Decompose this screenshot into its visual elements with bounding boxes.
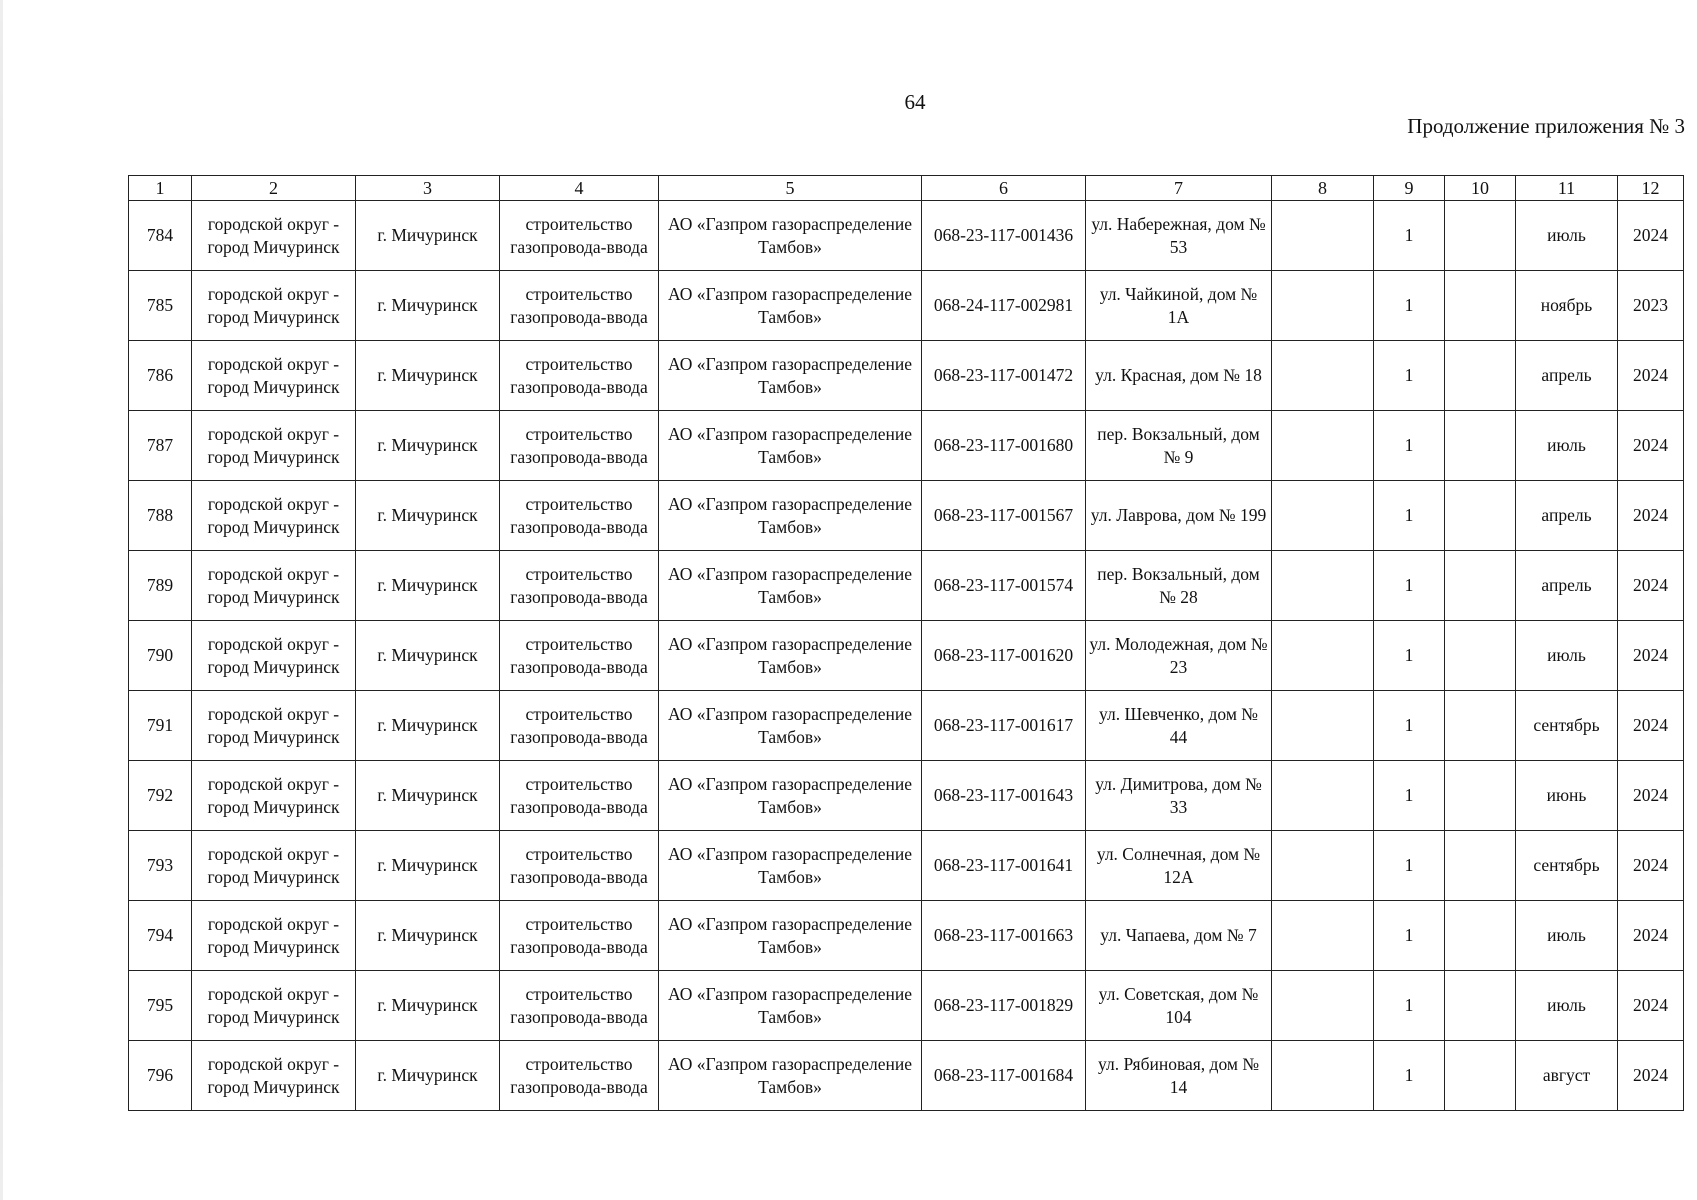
quantity-cell: 1: [1374, 201, 1445, 271]
col10-cell: [1445, 761, 1516, 831]
quantity-cell: 1: [1374, 621, 1445, 691]
work-type-cell: строительство газопровода-ввода: [500, 901, 659, 971]
table-row: [129, 481, 1684, 551]
column-header: 10: [1445, 176, 1516, 201]
col10-cell: [1445, 481, 1516, 551]
organization-cell: АО «Газпром газораспределение Тамбов»: [659, 481, 922, 551]
month-cell: июль: [1516, 901, 1618, 971]
table-row: [129, 411, 1684, 481]
year-cell: 2023: [1618, 271, 1684, 341]
settlement-cell: г. Мичуринск: [356, 621, 500, 691]
column-header: 7: [1086, 176, 1272, 201]
quantity-cell: 1: [1374, 411, 1445, 481]
organization-cell: АО «Газпром газораспределение Тамбов»: [659, 691, 922, 761]
col10-cell: [1445, 831, 1516, 901]
address-cell: ул. Молодежная, дом № 23: [1086, 621, 1272, 691]
organization-cell: АО «Газпром газораспределение Тамбов»: [659, 971, 922, 1041]
municipality-cell: городской округ - город Мичуринск: [192, 831, 356, 901]
municipality-cell: городской округ - город Мичуринск: [192, 551, 356, 621]
object-code-cell: 068-24-117-002981: [922, 271, 1086, 341]
municipality-cell: городской округ - город Мичуринск: [192, 971, 356, 1041]
col8-cell: [1272, 411, 1374, 481]
table-row: [129, 831, 1684, 901]
column-header: 2: [192, 176, 356, 201]
quantity-cell: 1: [1374, 341, 1445, 411]
work-type-cell: строительство газопровода-ввода: [500, 621, 659, 691]
col8-cell: [1272, 201, 1374, 271]
address-cell: ул. Чайкиной, дом № 1А: [1086, 271, 1272, 341]
object-code-cell: 068-23-117-001641: [922, 831, 1086, 901]
work-type-cell: строительство газопровода-ввода: [500, 341, 659, 411]
col8-cell: [1272, 901, 1374, 971]
address-cell: ул. Лаврова, дом № 199: [1086, 481, 1272, 551]
municipality-cell: городской округ - город Мичуринск: [192, 761, 356, 831]
object-code-cell: 068-23-117-001617: [922, 691, 1086, 761]
col10-cell: [1445, 971, 1516, 1041]
data-table: [128, 175, 1684, 1111]
settlement-cell: г. Мичуринск: [356, 971, 500, 1041]
settlement-cell: г. Мичуринск: [356, 1041, 500, 1111]
year-cell: 2024: [1618, 481, 1684, 551]
row-number: 794: [129, 901, 192, 971]
row-number: 785: [129, 271, 192, 341]
col10-cell: [1445, 201, 1516, 271]
col8-cell: [1272, 341, 1374, 411]
quantity-cell: 1: [1374, 481, 1445, 551]
month-cell: август: [1516, 1041, 1618, 1111]
table-row: [129, 271, 1684, 341]
address-cell: ул. Рябиновая, дом № 14: [1086, 1041, 1272, 1111]
quantity-cell: 1: [1374, 971, 1445, 1041]
settlement-cell: г. Мичуринск: [356, 341, 500, 411]
settlement-cell: г. Мичуринск: [356, 761, 500, 831]
year-cell: 2024: [1618, 621, 1684, 691]
address-cell: ул. Солнечная, дом № 12А: [1086, 831, 1272, 901]
organization-cell: АО «Газпром газораспределение Тамбов»: [659, 901, 922, 971]
month-cell: июль: [1516, 971, 1618, 1041]
col8-cell: [1272, 271, 1374, 341]
object-code-cell: 068-23-117-001829: [922, 971, 1086, 1041]
col8-cell: [1272, 481, 1374, 551]
col8-cell: [1272, 691, 1374, 761]
settlement-cell: г. Мичуринск: [356, 831, 500, 901]
settlement-cell: г. Мичуринск: [356, 691, 500, 761]
work-type-cell: строительство газопровода-ввода: [500, 971, 659, 1041]
column-header: 3: [356, 176, 500, 201]
month-cell: апрель: [1516, 481, 1618, 551]
table-row: [129, 1041, 1684, 1111]
work-type-cell: строительство газопровода-ввода: [500, 481, 659, 551]
column-header: 11: [1516, 176, 1618, 201]
year-cell: 2024: [1618, 831, 1684, 901]
organization-cell: АО «Газпром газораспределение Тамбов»: [659, 831, 922, 901]
address-cell: ул. Набережная, дом № 53: [1086, 201, 1272, 271]
municipality-cell: городской округ - город Мичуринск: [192, 481, 356, 551]
month-cell: июль: [1516, 201, 1618, 271]
address-cell: ул. Красная, дом № 18: [1086, 341, 1272, 411]
table-row: [129, 621, 1684, 691]
work-type-cell: строительство газопровода-ввода: [500, 551, 659, 621]
address-cell: ул. Димитрова, дом № 33: [1086, 761, 1272, 831]
organization-cell: АО «Газпром газораспределение Тамбов»: [659, 411, 922, 481]
col10-cell: [1445, 551, 1516, 621]
settlement-cell: г. Мичуринск: [356, 271, 500, 341]
month-cell: июль: [1516, 621, 1618, 691]
work-type-cell: строительство газопровода-ввода: [500, 691, 659, 761]
municipality-cell: городской округ - город Мичуринск: [192, 201, 356, 271]
object-code-cell: 068-23-117-001574: [922, 551, 1086, 621]
year-cell: 2024: [1618, 201, 1684, 271]
settlement-cell: г. Мичуринск: [356, 411, 500, 481]
month-cell: июль: [1516, 411, 1618, 481]
table-row: [129, 901, 1684, 971]
column-header: 9: [1374, 176, 1445, 201]
quantity-cell: 1: [1374, 901, 1445, 971]
year-cell: 2024: [1618, 1041, 1684, 1111]
col8-cell: [1272, 621, 1374, 691]
address-cell: ул. Советская, дом № 104: [1086, 971, 1272, 1041]
column-header: 12: [1618, 176, 1684, 201]
row-number: 795: [129, 971, 192, 1041]
year-cell: 2024: [1618, 551, 1684, 621]
table-row: [129, 971, 1684, 1041]
work-type-cell: строительство газопровода-ввода: [500, 411, 659, 481]
annex-title: Продолжение приложения № 3: [1407, 114, 1685, 138]
object-code-cell: 068-23-117-001663: [922, 901, 1086, 971]
month-cell: ноябрь: [1516, 271, 1618, 341]
col10-cell: [1445, 691, 1516, 761]
work-type-cell: строительство газопровода-ввода: [500, 831, 659, 901]
organization-cell: АО «Газпром газораспределение Тамбов»: [659, 341, 922, 411]
quantity-cell: 1: [1374, 691, 1445, 761]
row-number: 796: [129, 1041, 192, 1111]
col10-cell: [1445, 341, 1516, 411]
quantity-cell: 1: [1374, 831, 1445, 901]
quantity-cell: 1: [1374, 1041, 1445, 1111]
scan-edge: [0, 0, 3, 1200]
settlement-cell: г. Мичуринск: [356, 551, 500, 621]
col10-cell: [1445, 271, 1516, 341]
settlement-cell: г. Мичуринск: [356, 901, 500, 971]
organization-cell: АО «Газпром газораспределение Тамбов»: [659, 1041, 922, 1111]
object-code-cell: 068-23-117-001684: [922, 1041, 1086, 1111]
organization-cell: АО «Газпром газораспределение Тамбов»: [659, 271, 922, 341]
object-code-cell: 068-23-117-001472: [922, 341, 1086, 411]
table-row: [129, 341, 1684, 411]
col10-cell: [1445, 1041, 1516, 1111]
column-header: 5: [659, 176, 922, 201]
col8-cell: [1272, 971, 1374, 1041]
row-number: 786: [129, 341, 192, 411]
month-cell: сентябрь: [1516, 691, 1618, 761]
work-type-cell: строительство газопровода-ввода: [500, 1041, 659, 1111]
table-row: [129, 761, 1684, 831]
year-cell: 2024: [1618, 341, 1684, 411]
organization-cell: АО «Газпром газораспределение Тамбов»: [659, 621, 922, 691]
month-cell: сентябрь: [1516, 831, 1618, 901]
address-cell: пер. Вокзальный, дом № 9: [1086, 411, 1272, 481]
month-cell: апрель: [1516, 341, 1618, 411]
row-number: 790: [129, 621, 192, 691]
year-cell: 2024: [1618, 901, 1684, 971]
object-code-cell: 068-23-117-001436: [922, 201, 1086, 271]
year-cell: 2024: [1618, 971, 1684, 1041]
table-row: [129, 201, 1684, 271]
municipality-cell: городской округ - город Мичуринск: [192, 621, 356, 691]
quantity-cell: 1: [1374, 271, 1445, 341]
quantity-cell: 1: [1374, 761, 1445, 831]
address-cell: пер. Вокзальный, дом № 28: [1086, 551, 1272, 621]
year-cell: 2024: [1618, 691, 1684, 761]
object-code-cell: 068-23-117-001643: [922, 761, 1086, 831]
year-cell: 2024: [1618, 411, 1684, 481]
header-row: [129, 176, 1684, 201]
column-header: 1: [129, 176, 192, 201]
table-row: [129, 691, 1684, 761]
page-number: 64: [904, 90, 926, 114]
municipality-cell: городской округ - город Мичуринск: [192, 341, 356, 411]
object-code-cell: 068-23-117-001567: [922, 481, 1086, 551]
col10-cell: [1445, 621, 1516, 691]
address-cell: ул. Шевченко, дом № 44: [1086, 691, 1272, 761]
quantity-cell: 1: [1374, 551, 1445, 621]
column-header: 6: [922, 176, 1086, 201]
row-number: 788: [129, 481, 192, 551]
col10-cell: [1445, 901, 1516, 971]
col8-cell: [1272, 761, 1374, 831]
municipality-cell: городской округ - город Мичуринск: [192, 901, 356, 971]
col8-cell: [1272, 1041, 1374, 1111]
col10-cell: [1445, 411, 1516, 481]
object-code-cell: 068-23-117-001620: [922, 621, 1086, 691]
row-number: 791: [129, 691, 192, 761]
row-number: 793: [129, 831, 192, 901]
month-cell: июнь: [1516, 761, 1618, 831]
municipality-cell: городской округ - город Мичуринск: [192, 691, 356, 761]
row-number: 787: [129, 411, 192, 481]
month-cell: апрель: [1516, 551, 1618, 621]
row-number: 792: [129, 761, 192, 831]
col8-cell: [1272, 551, 1374, 621]
organization-cell: АО «Газпром газораспределение Тамбов»: [659, 551, 922, 621]
work-type-cell: строительство газопровода-ввода: [500, 271, 659, 341]
table-row: [129, 551, 1684, 621]
object-code-cell: 068-23-117-001680: [922, 411, 1086, 481]
column-header: 4: [500, 176, 659, 201]
work-type-cell: строительство газопровода-ввода: [500, 201, 659, 271]
organization-cell: АО «Газпром газораспределение Тамбов»: [659, 761, 922, 831]
settlement-cell: г. Мичуринск: [356, 481, 500, 551]
address-cell: ул. Чапаева, дом № 7: [1086, 901, 1272, 971]
settlement-cell: г. Мичуринск: [356, 201, 500, 271]
row-number: 789: [129, 551, 192, 621]
organization-cell: АО «Газпром газораспределение Тамбов»: [659, 201, 922, 271]
row-number: 784: [129, 201, 192, 271]
table-body: [129, 201, 1684, 1111]
work-type-cell: строительство газопровода-ввода: [500, 761, 659, 831]
col8-cell: [1272, 831, 1374, 901]
municipality-cell: городской округ - город Мичуринск: [192, 411, 356, 481]
municipality-cell: городской округ - город Мичуринск: [192, 271, 356, 341]
column-header: 8: [1272, 176, 1374, 201]
municipality-cell: городской округ - город Мичуринск: [192, 1041, 356, 1111]
year-cell: 2024: [1618, 761, 1684, 831]
